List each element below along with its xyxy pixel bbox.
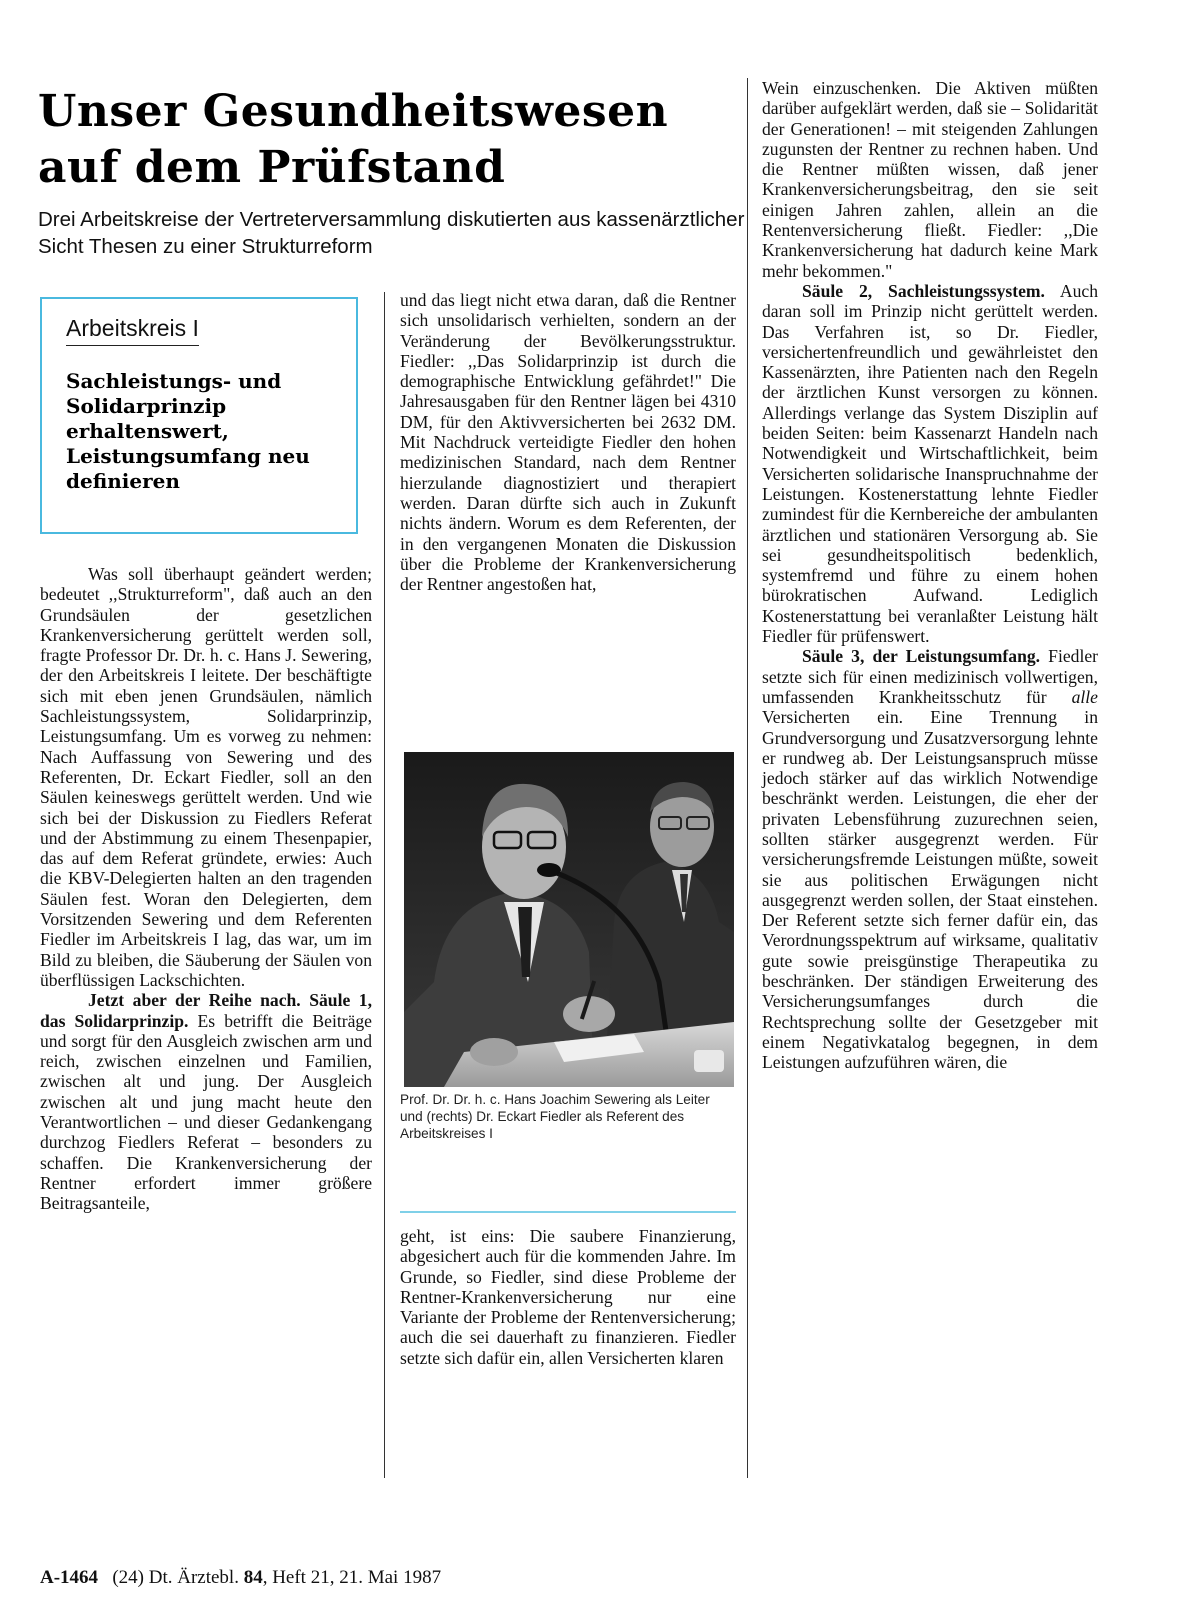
col1-subhead: Jetzt aber der Reihe nach. Säule 1, das Solidarprinzip. [40, 990, 372, 1031]
column-rule-right [747, 78, 748, 1478]
issue-info: , Heft 21, 21. Mai 1987 [262, 1567, 442, 1588]
journal-reference: (24) Dt. Ärztebl. [112, 1567, 239, 1588]
column-rule-left [384, 292, 385, 1478]
photo-separator-rule [400, 1211, 736, 1213]
info-box [40, 297, 358, 534]
col3-paragraph-1: Wein einzuschenken. Die Aktiven müßten darüber aufgeklärt werden, daß sie – Solidarität der Generationen! – mit steigenden Zahlungen zugunsten der Rentner zu rechnen haben. Und die Rentner müßten wissen, daß jener Krankenversicherungsbeitrag, den sie seit einigen Jahren zahlen, allein an die Rentenversicherung fließt. Fiedler: ,,Die Krankenversicherung hat dadurch keine Mark mehr bekommen." [762, 78, 1098, 281]
box-headline: Sachleistungs- und Solidarprinzip erhaltenswert, Leistungsumfang neu definieren [66, 369, 310, 493]
column-1 [40, 564, 372, 1214]
column-2-top [400, 290, 736, 594]
col3-paragraph-3-text-b: Versicherten ein. Eine Trennung in Grundversorgung und Zusatzversorgung lehnte er rundweg ab. Der Leistungsanspruch müsse jedoch stärker auf das wirklich Notwendige beschränkt werden. Leistungen, die eher der privaten Lebensführung zuzurechnen seien, sollten stärker ausgegrenzt werden. Für versicherungsfremde Leistungen müßte, soweit sie aus politischen Erwägungen nicht ausgegrenzt werden sollen, der Staat einstehen. Der Referent setzte sich ferner dafür ein, das Verordnungsspektrum auf wirksame, qualitativ gute sowie preisgünstige Therapeutika zu beschränken. Der ständigen Erweiterung des Versicherungsumfanges durch die Rechtsprechung sollte der Gesetzgeber mit einem Negativkatalog begegnen, in dem Leistungen aufzuführen wären, die [762, 707, 1098, 1073]
page-footer [40, 1566, 441, 1590]
photo-illustration [404, 752, 734, 1087]
column-2-bottom [400, 1226, 736, 1368]
article-headline: Unser Gesundheitswesen auf dem Prüfstand [38, 86, 669, 193]
col3-paragraph-2 [762, 281, 1098, 646]
column-3 [762, 78, 1098, 1073]
photo-caption: Prof. Dr. Dr. h. c. Hans Joachim Sewering als Leiter und (rechts) Dr. Eckart Fiedler als Referent des Arbeitskreises I [400, 1092, 710, 1142]
col3-paragraph-2-text: Auch daran soll im Prinzip nicht gerüttelt werden. Das Verfahren ist, so Dr. Fiedler, versichertenfreundlich und gewährleistet den Kassenärzten, ihre Patienten nach den Regeln der ärztlichen Kunst versorgen zu können. Allerdings verlange das System Disziplin auf beiden Seiten: beim Kassenarzt Handeln nach Notwendigkeit und Wirtschaftlichkeit, beim Versicherten solidarische Inanspruchnahme der Leistungen. Kostenerstattung lehnte Fiedler zumindest für die Kernbereiche der ambulanten ärztlichen und stationären Versorgung ab. Sie sei gesundheitspolitisch bedenklich, systemfremd und führe zu einem hohen bürokratischen Aufwand. Lediglich Kostenerstattung bei veranlaßter Leistung hält Fiedler für prüfenswert. [762, 280, 1098, 647]
col3-paragraph-3-text-a: Fiedler setzte sich für einen medizinisch vollwertigen, umfassenden Krankheitsschutz für [762, 646, 1099, 707]
col1-paragraph-2 [40, 990, 372, 1213]
col3-subhead-2: Säule 3, der Leistungsumfang. [802, 646, 1041, 667]
volume-number: 84 [243, 1567, 263, 1588]
col2-paragraph-top: und das liegt nicht etwa daran, daß die Rentner sich unsolidarisch verhielten, sondern an der Veränderung der Bevölkerungsstruktur. Fiedler: ,,Das Solidarprinzip ist durch die demographische Entwicklung gefährdet!" Die Jahresausgaben für den Rentner lägen bei 4310 DM, für den Aktivversicherten bei 2632 DM. Mit Nachdruck verteidigte Fiedler den hohen medizinischen Standard, nach dem Rentner hierzulande diagnostiziert und therapiert werden. Daran dürfte sich auch in Zukunft nichts ändern. Worum es dem Referenten, der in den vergangenen Monaten die Diskussion über die Probleme der Krankenversicherung der Rentner angestoßen hat, [400, 290, 736, 595]
col3-emphasis: alle [1071, 686, 1098, 707]
article-subtitle: Drei Arbeitskreise der Vertreterversammlung diskutierten aus kassenärztlicher Sicht Thesen zu einer Strukturreform [38, 208, 745, 258]
page-number: A-1464 [40, 1567, 99, 1588]
col1-paragraph: Was soll überhaupt geändert werden; bedeutet ,,Strukturreform", daß auch an den Grundsäulen der gesetzlichen Krankenversicherung gerüttelt werden soll, fragte Professor Dr. Dr. h. c. Hans J. Sewering, der den Arbeitskreis I leitete. Der beschäftigte sich mit eben jenen Grundsäulen, nämlich Sachleistungssystem, Solidarprinzip, Leistungsumfang. Um es vorweg zu nehmen: Nach Auffassung von Sewering und des Referenten, Dr. Eckart Fiedler, soll an den Säulen keineswegs gerüttelt werden. Und wie sich bei der Diskussion zu Fiedlers Referat und der Abstimmung zu einem Thesenpapier, das auf dem Referat gründete, erwies: Auch die KBV-Delegierten halten an den tragenden Säulen fest. Woran den Delegierten, dem Vorsitzenden Sewering und dem Referenten Fiedler im Arbeitskreis I lag, das war, um im Bild zu bleiben, die Säuberung der Säulen von überflüssigen Lackschichten. [40, 564, 372, 990]
article-photo [404, 752, 734, 1087]
col3-subhead-1: Säule 2, Sachleistungssystem. [802, 280, 1045, 301]
box-kicker: Arbeitskreis I [66, 313, 199, 346]
col3-paragraph-3 [762, 646, 1098, 1072]
col2-paragraph-bottom: geht, ist eins: Die saubere Finanzierung, abgesichert auch für die kommenden Jahre. Im Grunde, so Fiedler, sind diese Probleme der Rentner-Krankenversicherung nur eine Variante der Probleme der Rentenversicherung; auch die sei dauerhaft zu finanzieren. Fiedler setzte sich dafür ein, allen Versicherten klaren [400, 1226, 736, 1368]
col1-paragraph-2-text: Es betrifft die Beiträge und sorgt für den Ausgleich zwischen arm und reich, zwischen einzelnen und Familien, zwischen alt und jung. Der Ausgleich zwischen alt und jung macht heute den Verantwortlichen – und dieser Gedankengang durchzog Fiedlers Referat – besonders zu schaffen. Die Krankenversicherung der Rentner erfordert immer größere Beitragsanteile, [40, 1010, 372, 1214]
